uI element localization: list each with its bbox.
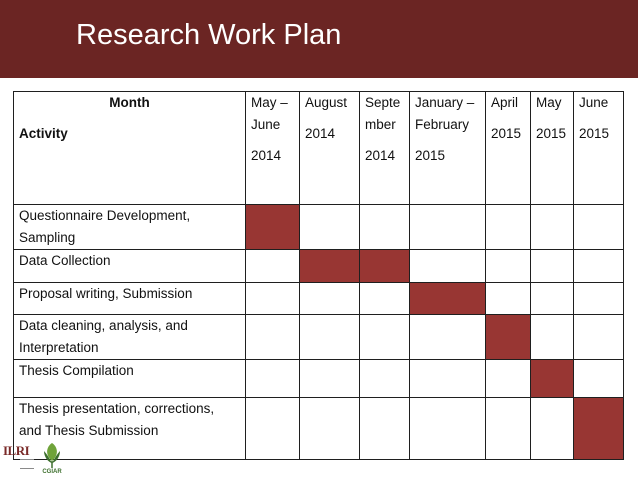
month-label: June <box>251 117 281 132</box>
month-label: August <box>305 95 348 110</box>
schedule-cell-filled <box>486 315 531 360</box>
schedule-cell-empty <box>486 205 531 250</box>
schedule-cell-empty <box>360 315 410 360</box>
cgiar-logo-text: CGIAR <box>42 469 62 475</box>
schedule-cell-empty <box>486 398 531 460</box>
schedule-cell-empty <box>360 360 410 398</box>
month-header-label: Month <box>109 95 150 110</box>
month-label: January – <box>415 95 475 110</box>
work-plan-table <box>13 91 624 460</box>
month-header-cell <box>410 92 486 205</box>
activity-name-cell <box>14 250 246 283</box>
schedule-cell-empty <box>574 250 624 283</box>
schedule-cell-filled <box>300 250 360 283</box>
month-year-label: 2014 <box>251 148 282 163</box>
month-header-cell <box>574 92 624 205</box>
activity-label: Interpretation <box>19 340 99 355</box>
activity-row <box>14 398 624 460</box>
page-title: Research Work Plan <box>76 19 342 51</box>
schedule-cell-empty <box>300 315 360 360</box>
schedule-cell-empty <box>410 360 486 398</box>
month-header-cell <box>486 92 531 205</box>
schedule-cell-empty <box>531 315 574 360</box>
schedule-cell-empty <box>300 398 360 460</box>
month-year-label: 2015 <box>579 126 610 141</box>
schedule-cell-empty <box>246 398 300 460</box>
schedule-cell-empty <box>410 315 486 360</box>
schedule-cell-empty <box>486 360 531 398</box>
schedule-cell-empty <box>574 205 624 250</box>
activity-row <box>14 205 624 250</box>
schedule-cell-filled <box>246 205 300 250</box>
schedule-cell-empty <box>531 398 574 460</box>
month-header-cell <box>246 92 300 205</box>
schedule-cell-filled <box>574 398 624 460</box>
schedule-cell-empty <box>246 283 300 315</box>
month-year-label: 2014 <box>305 126 336 141</box>
month-label: mber <box>365 117 396 132</box>
schedule-cell-empty <box>486 250 531 283</box>
activity-row <box>14 315 624 360</box>
activity-label: Questionnaire Development, <box>19 208 191 223</box>
activity-header-label: Activity <box>19 126 68 141</box>
schedule-cell-empty <box>410 205 486 250</box>
schedule-cell-filled <box>410 283 486 315</box>
schedule-cell-empty <box>360 398 410 460</box>
month-label: February <box>415 117 470 132</box>
month-year-label: 2015 <box>491 126 522 141</box>
activity-label: Proposal writing, Submission <box>19 286 193 301</box>
schedule-cell-empty <box>300 205 360 250</box>
activity-label: Data cleaning, analysis, and <box>19 318 188 333</box>
schedule-cell-empty <box>531 205 574 250</box>
schedule-cell-empty <box>574 283 624 315</box>
month-label: June <box>579 95 609 110</box>
month-label: May – <box>251 95 288 110</box>
schedule-cell-empty <box>246 360 300 398</box>
header-corner-cell <box>14 92 246 205</box>
month-header-cell <box>300 92 360 205</box>
schedule-cell-empty <box>531 283 574 315</box>
activity-name-cell <box>14 315 246 360</box>
activity-row <box>14 283 624 315</box>
ilri-logo-mark <box>20 459 34 469</box>
activity-row <box>14 250 624 283</box>
header-row <box>14 92 624 205</box>
activity-row <box>14 360 624 398</box>
month-label: May <box>536 95 562 110</box>
month-year-label: 2014 <box>365 148 396 163</box>
schedule-cell-empty <box>360 283 410 315</box>
activity-name-cell <box>14 205 246 250</box>
work-plan-body <box>14 92 624 460</box>
cgiar-logo <box>40 441 64 477</box>
schedule-cell-empty <box>360 205 410 250</box>
schedule-cell-empty <box>300 360 360 398</box>
activity-label: and Thesis Submission <box>19 423 159 438</box>
month-year-label: 2015 <box>536 126 567 141</box>
schedule-cell-empty <box>246 315 300 360</box>
month-label: April <box>491 95 519 110</box>
schedule-cell-empty <box>531 250 574 283</box>
activity-label: Data Collection <box>19 253 111 268</box>
activity-name-cell <box>14 283 246 315</box>
month-year-label: 2015 <box>415 148 446 163</box>
schedule-cell-empty <box>486 283 531 315</box>
activity-label: Thesis Compilation <box>19 363 134 378</box>
schedule-cell-empty <box>300 283 360 315</box>
schedule-cell-empty <box>574 315 624 360</box>
month-header-cell <box>360 92 410 205</box>
activity-name-cell <box>14 360 246 398</box>
title-bar <box>0 0 638 78</box>
activity-label: Sampling <box>19 230 76 245</box>
schedule-cell-filled <box>360 250 410 283</box>
schedule-cell-empty <box>410 398 486 460</box>
ilri-logo: ILRI <box>3 443 30 458</box>
schedule-cell-filled <box>531 360 574 398</box>
schedule-cell-empty <box>410 250 486 283</box>
schedule-cell-empty <box>246 250 300 283</box>
month-header-cell <box>531 92 574 205</box>
month-label: Septe <box>365 95 401 110</box>
schedule-cell-empty <box>574 360 624 398</box>
activity-label: Thesis presentation, corrections, <box>19 401 215 416</box>
cgiar-leaf-icon <box>40 441 64 469</box>
